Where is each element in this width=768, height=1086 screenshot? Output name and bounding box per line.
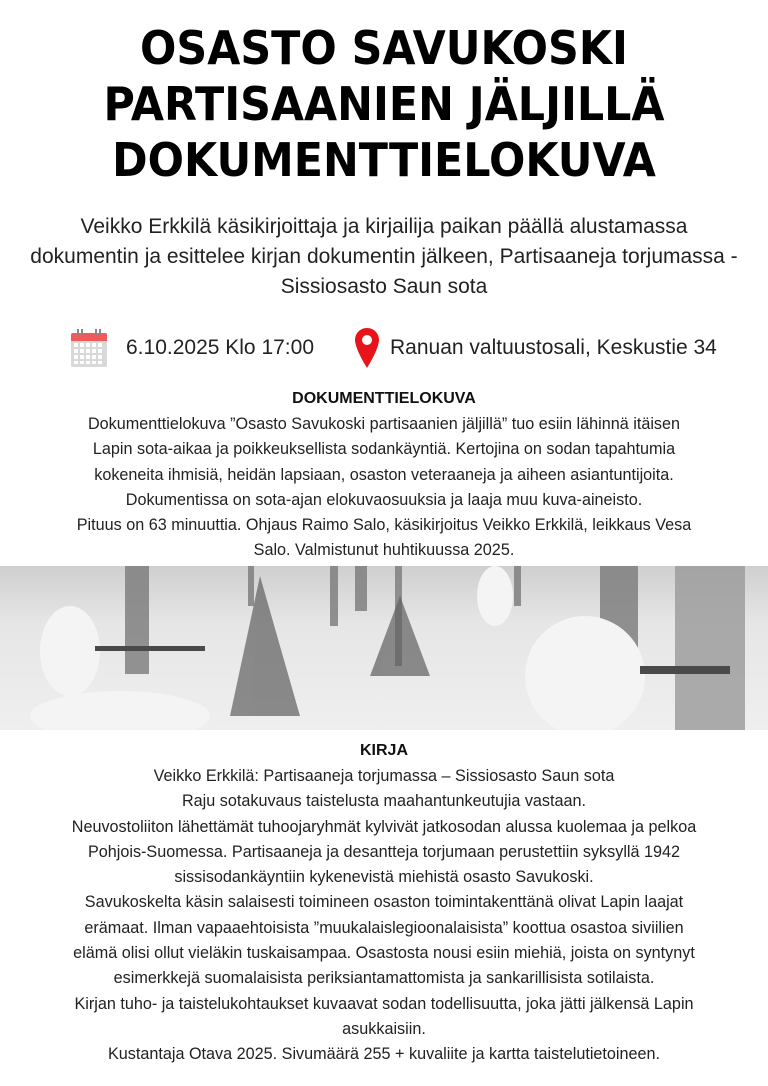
- title-line: DOKUMENTTIELOKUVA: [112, 133, 656, 187]
- title-line: OSASTO SAVUKOSKI: [140, 21, 628, 75]
- documentary-line: Dokumentissa on sota-ajan elokuvaosuuksia ja laaja muu kuva-aineisto.: [125, 490, 643, 509]
- documentary-line: Lapin sota-aikaa ja poikkeuksellista sodankäyntiä. Kertojina on sodan tapahtumia: [92, 440, 676, 459]
- event-location: [354, 326, 717, 370]
- calendar-icon: [70, 328, 108, 368]
- book-line: Pohjois-Suomessa. Partisaaneja ja desantteja torjumaan perustettiin syksyllä 1942: [87, 842, 681, 861]
- book-line: elämä olisi ollut vieläkin tuskaisampaa. Osastosta nousi esiin miehiä, joista on syntynyt: [73, 944, 695, 963]
- documentary-line: Dokumenttielokuva ”Osasto Savukoski partisaanien jäljillä” tuo esiin lähinnä itäisen: [87, 415, 681, 433]
- page-title: [27, 20, 741, 188]
- title-line: PARTISAANIEN JÄLJILLÄ: [103, 77, 665, 131]
- book-text: [10, 764, 758, 1068]
- book-line: Raju sotakuvaus taistelusta maahantunkeutujia vastaan.: [181, 792, 587, 811]
- subtitle: Veikko Erkkilä käsikirjoittaja ja kirjailija paikan päällä alustamassa dokumentin ja esittelee kirjan dokumentin jälkeen, Partisaaneja torjumassa - Sissiosasto Saun sota: [30, 215, 738, 298]
- book-line: erämaat. Ilman vapaaehtoisista ”muukalaislegioonalaisista” koottua osastoa siviilien: [84, 918, 684, 937]
- book-line: sissisodankäyntiin kykenevistä miehistä osasto Savukoski.: [174, 868, 594, 887]
- event-location-text: Ranuan valtuustosali, Keskustie 34: [390, 336, 717, 359]
- winter-war-photo: [0, 566, 768, 730]
- map-pin-icon: [354, 327, 380, 369]
- book-line: Veikko Erkkilä: Partisaaneja torjumassa – Sissiosasto Saun sota: [153, 767, 615, 785]
- documentary-line: kokeneita ihmisiä, heidän lapsiaan, osaston veteraaneja ja aiheen asiantuntijoita.: [94, 465, 674, 484]
- book-line: esimerkkejä suomalaisista periksiantamattomista ja sankarillisista sotilaista.: [113, 969, 655, 988]
- book-line: Kustantaja Otava 2025. Sivumäärä 255 + kuvaliite ja kartta taistelutietoineen.: [107, 1045, 661, 1064]
- event-date: [70, 326, 314, 370]
- documentary-heading: DOKUMENTTIELOKUVA: [292, 390, 476, 407]
- book-line: Kirjan tuho- ja taistelukohtaukset kuvaavat sodan todellisuutta, joka jätti jälkensä Lapin: [74, 994, 694, 1013]
- event-date-time: 6.10.2025 Klo 17:00: [126, 336, 314, 359]
- documentary-line: Pituus on 63 minuuttia. Ohjaus Raimo Salo, käsikirjoitus Veikko Erkkilä, leikkaus Vesa: [76, 516, 692, 535]
- book-line: asukkaisiin.: [342, 1019, 426, 1038]
- book-line: Neuvostoliiton lähettämät tuhoojaryhmät kylvivät jatkosodan alussa kuolemaa ja pelkoa: [71, 817, 697, 836]
- book-heading: KIRJA: [359, 742, 408, 759]
- book-line: Savukoskelta käsin salaisesti toimineen osaston toimintakenttänä olivat Lapin laajat: [84, 893, 684, 912]
- documentary-line: Salo. Valmistunut huhtikuussa 2025.: [253, 541, 515, 560]
- documentary-text: [10, 412, 758, 564]
